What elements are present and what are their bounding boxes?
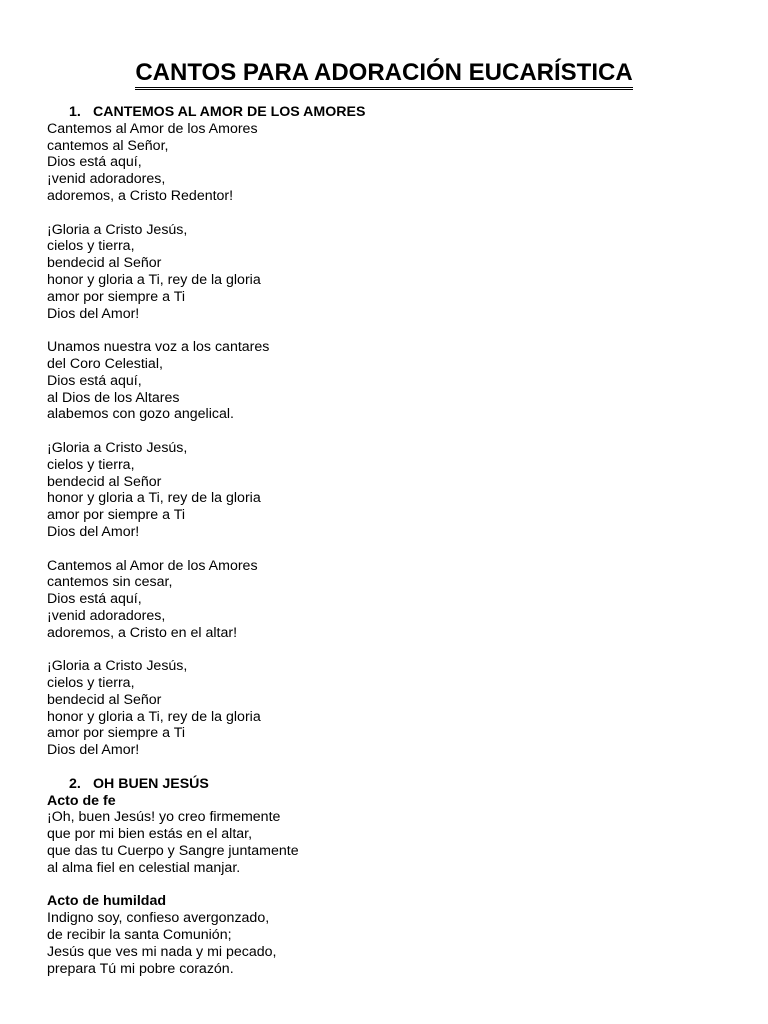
song-2 bbox=[47, 776, 747, 978]
lyric-line: cielos y tierra, bbox=[47, 456, 135, 473]
stanza bbox=[47, 658, 747, 759]
lyric-line: cielos y tierra, bbox=[47, 675, 135, 692]
lyric-line: cantemos al Señor, bbox=[47, 137, 169, 154]
lyric-line: cantemos sin cesar, bbox=[47, 574, 173, 591]
lyric-line: adoremos, a Cristo en el altar! bbox=[47, 624, 238, 641]
lyric-line: alabemos con gozo angelical. bbox=[47, 406, 234, 423]
stanza bbox=[47, 440, 747, 541]
song-heading bbox=[47, 104, 747, 121]
lyric-line: Dios del Amor! bbox=[47, 742, 140, 759]
lyric-line: ¡venid adoradores, bbox=[47, 171, 166, 188]
lyric-line: bendecid al Señor bbox=[47, 473, 162, 490]
section-heading: Acto de humildad bbox=[47, 893, 167, 910]
stanza bbox=[47, 910, 747, 977]
song-section bbox=[47, 121, 747, 759]
lyric-line: Dios está aquí, bbox=[47, 591, 142, 608]
song-number: 1. bbox=[69, 104, 81, 120]
song-list bbox=[47, 104, 747, 977]
lyric-line: amor por siempre a Ti bbox=[47, 288, 185, 305]
lyric-line: prepara Tú mi pobre corazón. bbox=[47, 960, 234, 977]
song-title: CANTEMOS AL AMOR DE LOS AMORES bbox=[93, 104, 366, 120]
lyric-line: adoremos, a Cristo Redentor! bbox=[47, 187, 234, 204]
lyric-line: al alma fiel en celestial manjar. bbox=[47, 859, 241, 876]
lyric-line: Cantemos al Amor de los Amores bbox=[47, 120, 258, 137]
lyric-line: al Dios de los Altares bbox=[47, 389, 180, 406]
lyric-line: Unamos nuestra voz a los cantares bbox=[47, 339, 270, 356]
lyric-line: que das tu Cuerpo y Sangre juntamente bbox=[47, 843, 299, 860]
song-section bbox=[47, 893, 747, 977]
song-1 bbox=[47, 104, 747, 759]
lyric-line: honor y gloria a Ti, rey de la gloria bbox=[47, 490, 261, 507]
lyric-line: Jesús que ves mi nada y mi pecado, bbox=[47, 943, 277, 960]
song-number: 2. bbox=[69, 775, 81, 792]
stanza bbox=[47, 222, 747, 323]
stanza bbox=[47, 558, 747, 642]
lyric-line: del Coro Celestial, bbox=[47, 355, 163, 372]
stanza bbox=[47, 121, 747, 205]
stanza bbox=[47, 339, 747, 423]
lyric-line: cielos y tierra, bbox=[47, 238, 135, 255]
lyric-line: amor por siempre a Ti bbox=[47, 507, 185, 524]
lyric-line: ¡venid adoradores, bbox=[47, 607, 166, 624]
stanza bbox=[47, 809, 747, 876]
lyric-line: honor y gloria a Ti, rey de la gloria bbox=[47, 271, 261, 288]
lyric-line: ¡Gloria a Cristo Jesús, bbox=[47, 658, 188, 675]
lyric-line: ¡Gloria a Cristo Jesús, bbox=[47, 221, 188, 238]
document-title bbox=[0, 58, 768, 90]
document-title-text: CANTOS PARA ADORACIÓN EUCARÍSTICA bbox=[135, 59, 632, 90]
lyric-line: ¡Gloria a Cristo Jesús, bbox=[47, 439, 188, 456]
lyric-line: Dios está aquí, bbox=[47, 372, 142, 389]
lyric-line: bendecid al Señor bbox=[47, 691, 162, 708]
lyric-line: Dios del Amor! bbox=[47, 523, 140, 540]
lyric-line: de recibir la santa Comunión; bbox=[47, 927, 232, 944]
lyric-line: amor por siempre a Ti bbox=[47, 725, 185, 742]
lyric-line: Dios está aquí, bbox=[47, 154, 142, 171]
song-section bbox=[47, 793, 747, 877]
lyric-line: bendecid al Señor bbox=[47, 255, 162, 272]
lyric-line: que por mi bien estás en el altar, bbox=[47, 826, 253, 843]
song-heading bbox=[47, 776, 747, 793]
lyric-line: ¡Oh, buen Jesús! yo creo firmemente bbox=[47, 809, 281, 826]
lyric-line: Cantemos al Amor de los Amores bbox=[47, 557, 258, 574]
lyric-line: Indigno soy, confieso avergonzado, bbox=[47, 910, 270, 927]
section-heading: Acto de fe bbox=[47, 792, 116, 809]
lyric-line: honor y gloria a Ti, rey de la gloria bbox=[47, 708, 261, 725]
lyric-line: Dios del Amor! bbox=[47, 305, 140, 322]
song-title: OH BUEN JESÚS bbox=[93, 775, 209, 792]
